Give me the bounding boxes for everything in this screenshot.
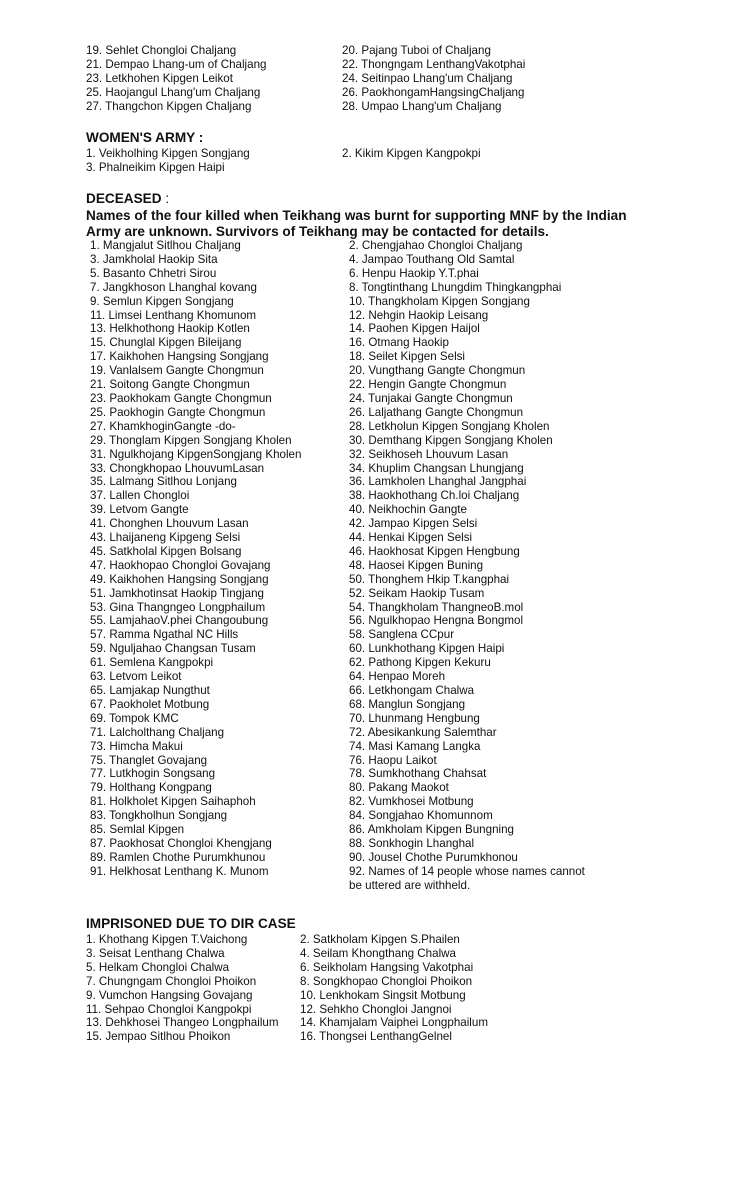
list-item: 62. Pathong Kipgen Kekuru (349, 656, 491, 670)
list-item: 22. Hengin Gangte Chongmun (349, 378, 507, 392)
list-item: 75. Thanglet Govajang (90, 753, 208, 767)
list-item: 29. Thonglam Kipgen Songjang Kholen (90, 433, 292, 447)
list-item: 72. Abesikankung Salemthar (349, 725, 497, 739)
list-item: 64. Henpao Moreh (349, 670, 446, 684)
list-item: 84. Songjahao Khomunnom (349, 809, 493, 823)
list-item: 86. Amkholam Kipgen Bungning (349, 823, 515, 837)
list-item: 16. Otmang Haokip (349, 336, 449, 350)
list-item: 12. Sehkho Chongloi Jangnoi (300, 1002, 452, 1016)
list-item: 26. Laljathang Gangte Chongmun (349, 405, 524, 419)
list-item: 24. Tunjakai Gangte Chongmun (349, 391, 513, 405)
list-item: 2. Kikim Kipgen Kangpokpi (342, 147, 481, 160)
list-item: 59. Nguljahao Changsan Tusam (90, 642, 256, 656)
list-item: 49. Kaikhohen Hangsing Songjang (90, 572, 269, 586)
list-item: 27. KhamkhoginGangte -do- (90, 419, 236, 433)
list-item: 90. Jousel Chothe Purumkhonou (349, 850, 518, 864)
list-item: 45. Satkholal Kipgen Bolsang (90, 544, 242, 558)
list-item: 36. Lamkholen Lhanghal Jangphai (349, 475, 527, 489)
list-item: 71. Lalcholthang Chaljang (90, 725, 225, 739)
list-item: 47. Haokhopao Chongloi Govajang (90, 558, 271, 572)
deceased-heading-title: DECEASED (86, 191, 162, 206)
list-item: 73. Himcha Makui (90, 739, 183, 753)
list-item: 35. Lalmang Sitlhou Lonjang (90, 475, 237, 489)
imprisoned-heading: IMPRISONED DUE TO DIR CASE (86, 916, 296, 931)
list-item: 21. Dempao Lhang-um of Chaljang (86, 57, 267, 71)
list-item: 65. Lamjakap Nungthut (90, 684, 210, 697)
list-item: 18. Seilet Kipgen Selsi (349, 350, 466, 364)
womens-army-list (86, 147, 642, 175)
list-item: 34. Khuplim Changsan Lhungjang (349, 461, 524, 475)
deceased-heading-colon: : (161, 191, 170, 206)
list-item: 43. Lhaijaneng Kipgeng Selsi (90, 531, 241, 545)
list-item: 19. Vanlalsem Gangte Chongmun (90, 364, 264, 378)
list-item: 74. Masi Kamang Langka (349, 739, 481, 753)
list-item: 56. Ngulkhopao Hengna Bongmol (349, 614, 524, 628)
list-item: 3. Phalneikim Kipgen Haipi (86, 160, 225, 174)
list-item: 3. Jamkholal Haokip Sita (90, 252, 218, 266)
list-item: 2. Satkholam Kipgen S.Phailen (300, 933, 460, 946)
list-item: 14. Paohen Kipgen Haijol (349, 322, 480, 336)
list-item: 12. Nehgin Haokip Leisang (349, 308, 489, 322)
list-item: 9. Semlun Kipgen Songjang (90, 294, 234, 308)
imprisoned-list (86, 933, 600, 1044)
list-item: 80. Pakang Maokot (349, 781, 449, 795)
list-item: 8. Tongtinthang Lhungdim Thingkangphai (349, 280, 562, 294)
list-item: 23. Letkhohen Kipgen Leikot (86, 71, 233, 85)
list-item: 1. Veikholhing Kipgen Songjang (86, 147, 250, 160)
list-item: 60. Lunkhothang Kipgen Haipi (349, 642, 505, 656)
list-item: 21. Soitong Gangte Chongmun (90, 378, 250, 392)
list-item: 33. Chongkhopao LhouvumLasan (90, 461, 265, 475)
list-item: 85. Semlal Kipgen (90, 823, 185, 837)
deceased-heading (86, 191, 169, 207)
list-item: 22. Thongngam LenthangVakotphai (342, 57, 526, 71)
list-item: 40. Neikhochin Gangte (349, 503, 467, 517)
list-item: 28. Umpao Lhang'um Chaljang (342, 99, 502, 113)
list-item: 4. Jampao Touthang Old Samtal (349, 252, 515, 266)
list-item: 42. Jampao Kipgen Selsi (349, 517, 478, 531)
list-item: 54. Thangkholam ThangneoB.mol (349, 600, 524, 614)
list-item: 39. Letvom Gangte (90, 503, 189, 517)
list-item: 2. Chengjahao Chongloi Chaljang (349, 239, 523, 252)
list-item: 70. Lhunmang Hengbung (349, 711, 480, 725)
list-item: 5. Basanto Chhetri Sirou (90, 266, 217, 280)
list-item: 23. Paokhokam Gangte Chongmun (90, 391, 272, 405)
list-item: 15. Jempao Sitlhou Phoikon (86, 1030, 231, 1044)
list-item: 82. Vumkhosei Motbung (349, 795, 474, 809)
list-item: 1. Khothang Kipgen T.Vaichong (86, 933, 248, 946)
list-item: 66. Letkhongam Chalwa (349, 684, 475, 697)
list-item: 13. Dehkhosei Thangeo Longphailum (86, 1016, 279, 1030)
list-item: 44. Henkai Kipgen Selsi (349, 531, 473, 545)
list-item: 46. Haokhosat Kipgen Hengbung (349, 544, 520, 558)
list-item: 7. Jangkhoson Lhanghal kovang (90, 280, 257, 294)
list-item: 9. Vumchon Hangsing Govajang (86, 988, 253, 1002)
list-item: 78. Sumkhothang Chahsat (349, 767, 487, 781)
list-item: 55. LamjahaoV.phei Changoubung (90, 614, 269, 628)
list-item: 10. Lenkhokam Singsit Motbung (300, 988, 466, 1002)
list-item: 58. Sanglena CCpur (349, 628, 455, 642)
list-item: 17. Kaikhohen Hangsing Songjang (90, 350, 269, 364)
deceased-list (90, 239, 649, 893)
list-item: 52. Seikam Haokip Tusam (349, 586, 485, 600)
list-item: 20. Pajang Tuboi of Chaljang (342, 44, 491, 57)
list-item: 11. Sehpao Chongloi Kangpokpi (86, 1002, 252, 1016)
list-item: 6. Seikholam Hangsing Vakotphai (300, 960, 474, 974)
list-item: 31. Ngulkhojang KipgenSongjang Kholen (90, 447, 302, 461)
list-item: 38. Haokhothang Ch.loi Chaljang (349, 489, 520, 503)
list-item: 4. Seilam Khongthang Chalwa (300, 946, 456, 960)
list-item: 48. Haosei Kipgen Buning (349, 558, 484, 572)
list-item: 79. Holthang Kongpang (90, 781, 212, 795)
list-item (342, 161, 642, 175)
list-item: 87. Paokhosat Chongloi Khengjang (90, 836, 272, 850)
list-item: 76. Haopu Laikot (349, 753, 437, 767)
list-item: 69. Tompok KMC (90, 711, 179, 725)
list-item: 41. Chonghen Lhouvum Lasan (90, 517, 249, 531)
list-item: 88. Sonkhogin Lhanghal (349, 836, 475, 850)
list-item: 91. Helkhosat Lenthang K. Munom (90, 864, 269, 878)
list-item: 83. Tongkholhun Songjang (90, 809, 228, 823)
list-item: 25. Haojangul Lhang'um Chaljang (86, 85, 261, 99)
list-item: 3. Seisat Lenthang Chalwa (86, 946, 225, 960)
list-item: 7. Chungngam Chongloi Phoikon (86, 974, 257, 988)
list-item: 11. Limsei Lenthang Khomunom (90, 308, 257, 322)
womens-army-heading: WOMEN'S ARMY : (86, 130, 204, 145)
list-item: 51. Jamkhotinsat Haokip Tingjang (90, 586, 265, 600)
list-item: 77. Lutkhogin Songsang (90, 767, 216, 781)
top-list (86, 44, 642, 114)
list-item: 25. Paokhogin Gangte Chongmun (90, 405, 266, 419)
deceased-note: Names of the four killed when Teikhang was burnt for supporting MNF by the Indian Army are unknown. Survivors of Teikhang may be contacted for details. (86, 208, 627, 239)
list-item: 5. Helkam Chongloi Chalwa (86, 960, 230, 974)
list-item: 14. Khamjalam Vaiphei Longphailum (300, 1016, 488, 1030)
list-item: 30. Demthang Kipgen Songjang Kholen (349, 433, 553, 447)
list-item: 32. Seikhoseh Lhouvum Lasan (349, 447, 509, 461)
list-item: 6. Henpu Haokip Y.T.phai (349, 266, 479, 280)
list-item: 50. Thonghem Hkip T.kangphai (349, 572, 510, 586)
list-item: 1. Mangjalut Sitlhou Chaljang (90, 239, 241, 252)
list-item: 57. Ramma Ngathal NC Hills (90, 628, 239, 642)
list-item: 28. Letkholun Kipgen Songjang Kholen (349, 419, 550, 433)
list-item: 13. Helkhothong Haokip Kotlen (90, 322, 250, 336)
list-item: 68. Manglun Songjang (349, 697, 466, 711)
list-item (90, 879, 349, 893)
list-item: 61. Semlena Kangpokpi (90, 656, 214, 670)
list-item: be uttered are withheld. (349, 878, 471, 892)
list-item: 89. Ramlen Chothe Purumkhunou (90, 850, 266, 864)
list-item: 63. Letvom Leikot (90, 670, 182, 684)
list-item: 24. Seitinpao Lhang'um Chaljang (342, 71, 513, 85)
list-item: 67. Paokholet Motbung (90, 697, 210, 711)
list-item: 53. Gina Thangngeo Longphailum (90, 600, 266, 614)
list-item: 16. Thongsei LenthangGelnel (300, 1030, 452, 1044)
list-item: 92. Names of 14 people whose names cannot (349, 864, 585, 878)
list-item: 8. Songkhopao Chongloi Phoikon (300, 974, 473, 988)
list-item: 26. PaokhongamHangsingChaljang (342, 85, 525, 99)
list-item: 37. Lallen Chongloi (90, 489, 190, 503)
list-item: 15. Chunglal Kipgen Bileijang (90, 336, 242, 350)
list-item: 81. Holkholet Kipgen Saihaphoh (90, 795, 256, 809)
list-item: 27. Thangchon Kipgen Chaljang (86, 99, 252, 113)
list-item: 19. Sehlet Chongloi Chaljang (86, 44, 237, 57)
list-item: 10. Thangkholam Kipgen Songjang (349, 294, 530, 308)
list-item: 20. Vungthang Gangte Chongmun (349, 364, 526, 378)
